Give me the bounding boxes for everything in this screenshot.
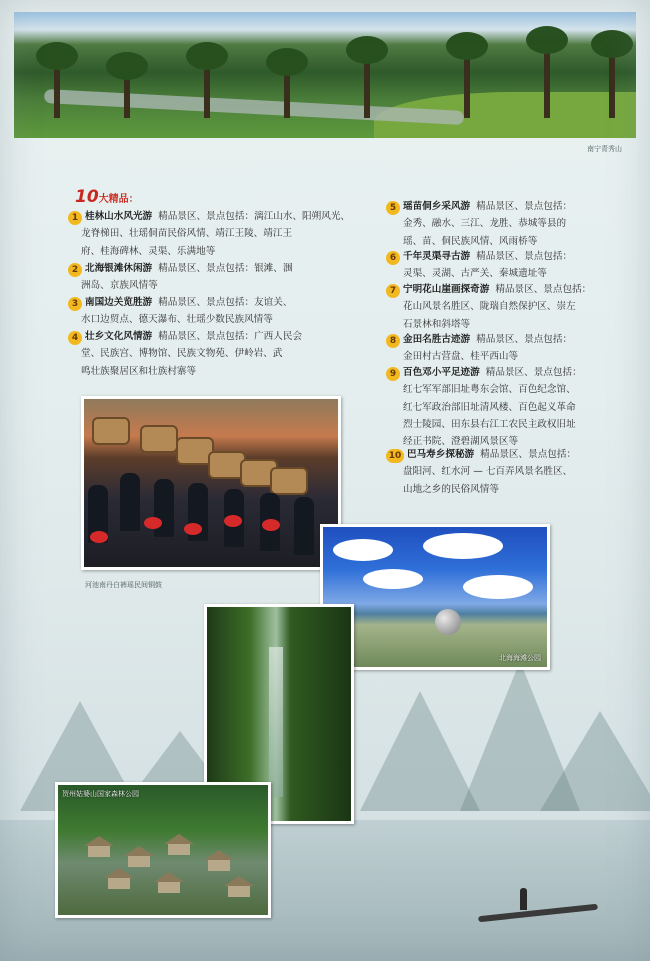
item-title: 南国边关览胜游 bbox=[85, 297, 153, 308]
item-line: 精品景区、景点包括：友谊关、 bbox=[158, 297, 293, 308]
item-line: 金田村古营盘、桂平西山等 bbox=[403, 351, 519, 363]
item-line: 精品景区、景点包括： bbox=[476, 201, 573, 212]
item-line: 瑶、苗、侗民族风情、风雨桥等 bbox=[403, 235, 538, 247]
sculpture-sphere bbox=[435, 609, 461, 635]
red-ornament bbox=[224, 515, 242, 527]
item-line: 精品景区、景点包括：漓江山水、阳朔风光、 bbox=[158, 211, 351, 222]
hut-shape bbox=[228, 885, 250, 897]
item-line: 石景林和斜塔等 bbox=[403, 318, 471, 330]
item-number-badge: 5 bbox=[386, 201, 400, 215]
heading-text: 大精品： bbox=[98, 194, 139, 205]
item-line: 精品景区、景点包括： bbox=[480, 449, 577, 460]
red-ornament bbox=[262, 519, 280, 531]
item-title: 千年灵渠寻古游 bbox=[403, 251, 471, 262]
fisherman-figure bbox=[520, 888, 527, 910]
item-number-badge: 7 bbox=[386, 284, 400, 298]
cloud-shape bbox=[333, 539, 393, 561]
item-title: 金田名胜古迹游 bbox=[403, 334, 471, 345]
hut-shape bbox=[88, 845, 110, 857]
section-heading bbox=[75, 187, 139, 207]
tour-item bbox=[386, 446, 626, 498]
mountain-shape bbox=[540, 711, 650, 811]
tour-item bbox=[68, 294, 358, 329]
hut-shape bbox=[158, 881, 180, 893]
item-line: 龙脊梯田、壮瑶侗苗民俗风情、靖江王陵、靖江王 bbox=[81, 228, 293, 240]
item-line: 鸣壮族聚居区和壮族村寨等 bbox=[81, 365, 197, 377]
road-shape bbox=[44, 89, 464, 125]
item-line: 红七军政治部旧址清风楼、百色起义革命 bbox=[403, 401, 576, 413]
tour-item bbox=[68, 208, 358, 260]
item-line: 精品景区、景点包括： bbox=[476, 334, 573, 345]
item-line: 府、桂海碑林、灵渠、乐满地等 bbox=[81, 245, 216, 257]
banner-caption: 南宁青秀山 bbox=[587, 145, 622, 153]
item-line: 堂、民族宫、博物馆、民族文物苑、伊岭岩、武 bbox=[81, 348, 283, 360]
item-title: 百色邓小平足迹游 bbox=[403, 367, 480, 378]
item-number-badge: 2 bbox=[68, 263, 82, 277]
item-number-badge: 9 bbox=[386, 367, 400, 381]
cloud-shape bbox=[423, 533, 503, 559]
item-line: 灵渠、灵湖、古严关、秦城遗址等 bbox=[403, 268, 547, 280]
tour-item bbox=[386, 364, 626, 450]
item-line: 精品景区、景点包括：银滩、涠 bbox=[158, 263, 293, 274]
drum-shape bbox=[92, 417, 130, 445]
palm-tree bbox=[284, 64, 290, 118]
item-line: 水口边贸点、德天瀑布、壮瑶少数民族风情等 bbox=[81, 314, 273, 326]
palm-tree bbox=[54, 58, 60, 118]
item-title: 北海银滩休闲游 bbox=[85, 263, 153, 274]
item-line: 精品景区、景点包括：广西人民会 bbox=[158, 331, 303, 342]
item-title: 巴马寿乡探秘游 bbox=[407, 449, 475, 460]
cloud-shape bbox=[463, 575, 533, 599]
palm-tree bbox=[464, 48, 470, 118]
red-ornament bbox=[144, 517, 162, 529]
item-line: 盘阳河、红水河 — 七百弄风景名胜区、 bbox=[403, 466, 573, 478]
red-ornament bbox=[184, 523, 202, 535]
palm-tree bbox=[364, 52, 370, 118]
red-ornament bbox=[90, 531, 108, 543]
drum-shape bbox=[140, 425, 178, 453]
person-figure bbox=[120, 473, 140, 531]
tour-item bbox=[386, 331, 626, 366]
item-title: 宁明花山崖画探奇游 bbox=[403, 284, 490, 295]
drum-shape bbox=[270, 467, 308, 495]
tour-item bbox=[68, 260, 358, 295]
item-number-badge: 4 bbox=[68, 331, 82, 345]
waterfall-shape bbox=[269, 647, 283, 797]
item-line: 金秀、融水、三江、龙胜、恭城等县的 bbox=[403, 218, 567, 230]
photo-caption: 贺州姑婆山国家森林公园 bbox=[62, 790, 139, 798]
item-number-badge: 6 bbox=[386, 251, 400, 265]
item-line: 花山风景名胜区、陇瑞自然保护区、崇左 bbox=[403, 301, 576, 313]
hut-shape bbox=[208, 859, 230, 871]
hut-shape bbox=[128, 855, 150, 867]
item-line: 洲岛、京族风情等 bbox=[81, 280, 158, 292]
item-line: 精品景区、景点包括： bbox=[495, 284, 592, 295]
photo-forest-park-village bbox=[55, 782, 271, 918]
item-number-badge: 10 bbox=[386, 449, 404, 463]
item-line: 精品景区、景点包括： bbox=[485, 367, 582, 378]
item-number-badge: 3 bbox=[68, 297, 82, 311]
person-figure bbox=[294, 497, 314, 555]
item-number-badge: 8 bbox=[386, 334, 400, 348]
heading-number: 10 bbox=[75, 187, 99, 207]
item-title: 壮乡文化风情游 bbox=[85, 331, 153, 342]
photo-beihai-beach-park bbox=[320, 524, 550, 670]
hut-shape bbox=[108, 877, 130, 889]
cloud-shape bbox=[363, 569, 423, 589]
item-number-badge: 1 bbox=[68, 211, 82, 225]
banner-photo bbox=[14, 12, 636, 138]
photo-bronze-drum-festival bbox=[81, 396, 341, 570]
item-line: 山地之乡的民俗风情等 bbox=[403, 483, 499, 495]
palm-tree bbox=[124, 68, 130, 118]
tour-item bbox=[68, 328, 358, 380]
tour-item bbox=[386, 248, 626, 283]
item-line: 红七军军部旧址粤东会馆、百色纪念馆、 bbox=[403, 384, 576, 396]
palm-tree bbox=[609, 46, 615, 118]
photo-caption: 北海海滩公园 bbox=[499, 654, 541, 662]
tour-item bbox=[386, 198, 626, 250]
palm-tree bbox=[544, 42, 550, 118]
hut-shape bbox=[168, 843, 190, 855]
photo-caption: 河池南丹白裤瑶民间铜鼓 bbox=[85, 581, 162, 589]
tour-item bbox=[386, 281, 626, 333]
palm-tree bbox=[204, 58, 210, 118]
item-title: 瑶苗侗乡采风游 bbox=[403, 201, 471, 212]
item-line: 精品景区、景点包括： bbox=[476, 251, 573, 262]
item-title: 桂林山水风光游 bbox=[85, 211, 153, 222]
item-line: 经正书院、澄碧湖风景区等 bbox=[403, 436, 519, 448]
item-line: 烈士陵园、田东县右江工农民主政权旧址 bbox=[403, 418, 576, 430]
